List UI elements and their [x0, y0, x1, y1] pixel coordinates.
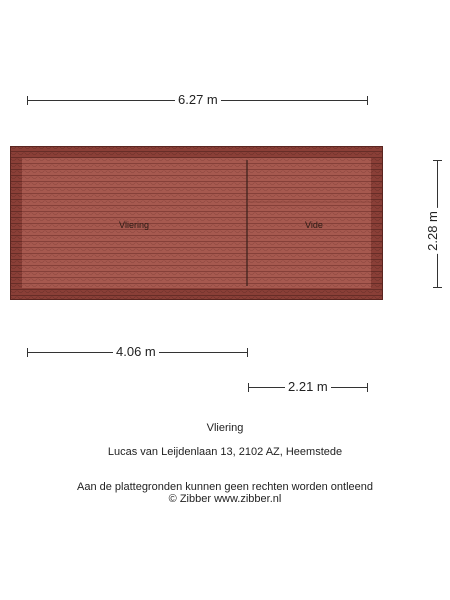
dimension-label: 4.06 m — [113, 345, 159, 359]
room-label-vide: Vide — [305, 220, 323, 230]
dimension-label: 2.21 m — [285, 380, 331, 394]
dimension-tick — [27, 348, 28, 357]
dimension-tick — [433, 287, 442, 288]
floor-name: Vliering — [206, 422, 244, 434]
dimension-tick — [27, 96, 28, 105]
floor-plan-vliering — [10, 146, 383, 300]
disclaimer: Aan de plattegronden kunnen geen rechten worden ontleend — [76, 481, 373, 493]
dimension-tick — [367, 96, 368, 105]
dimension-tick — [248, 383, 249, 392]
copyright: © Zibber www.zibber.nl — [168, 493, 282, 505]
dimension-tick — [433, 160, 442, 161]
dimension-tick — [367, 383, 368, 392]
dimension-tick — [247, 348, 248, 357]
room-label-vliering: Vliering — [119, 220, 150, 230]
dimension-label: 2.28 m — [426, 208, 440, 254]
address: Lucas van Leijdenlaan 13, 2102 AZ, Heemstede — [107, 446, 343, 458]
dimension-label: 6.27 m — [175, 93, 221, 107]
